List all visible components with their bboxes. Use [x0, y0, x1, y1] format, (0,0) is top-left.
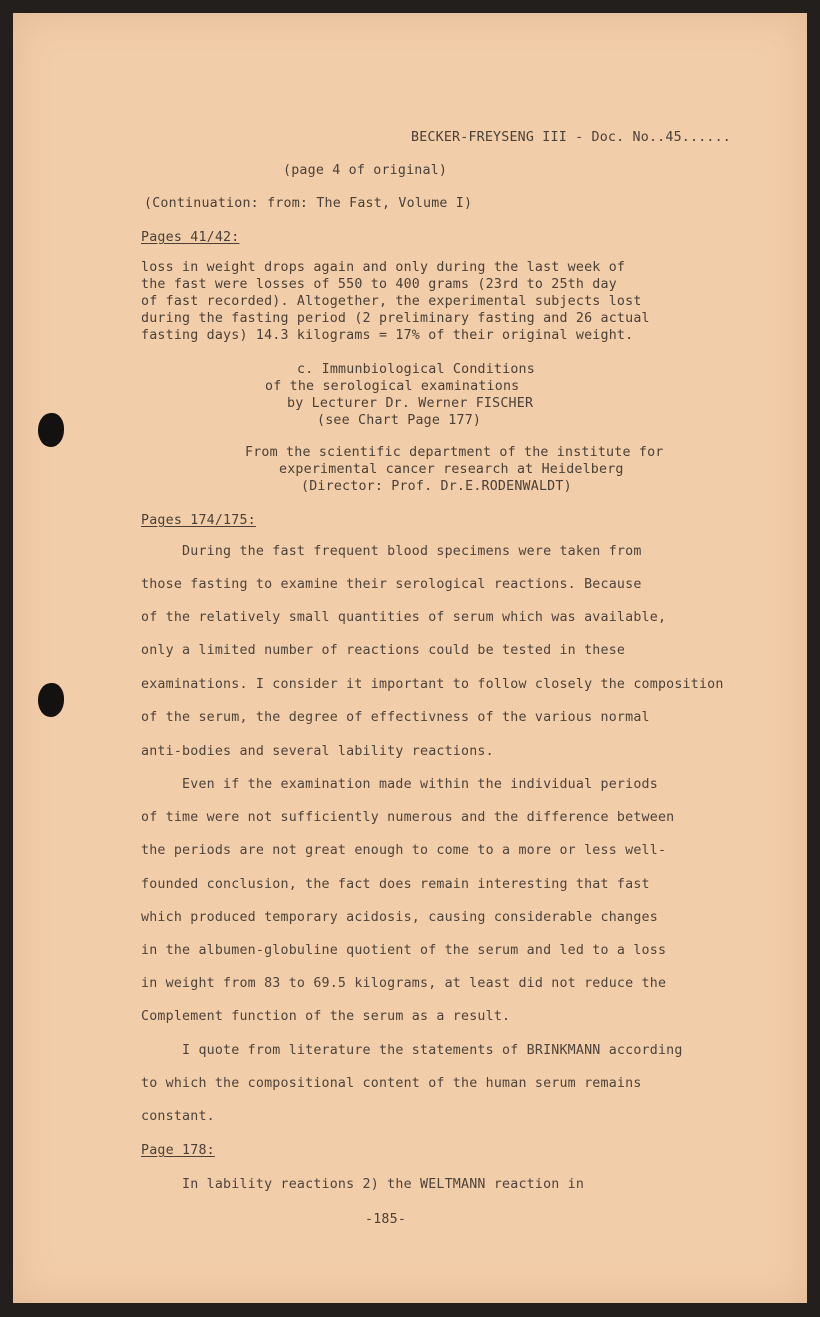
- text-line: to which the compositional content of the human serum remains: [141, 1076, 642, 1091]
- text-line: fasting days) 14.3 kilograms = 17% of their original weight.: [141, 328, 634, 343]
- text-line: constant.: [141, 1109, 215, 1124]
- section-heading-pages-174-175: Pages 174/175:: [141, 513, 256, 528]
- text-line: I quote from literature the statements of BRINKMANN according: [141, 1043, 683, 1058]
- text-line: of time were not sufficiently numerous and the difference between: [141, 810, 675, 825]
- subheading-line: (see Chart Page 177): [317, 413, 482, 428]
- section-heading-pages-41-42: Pages 41/42:: [141, 230, 240, 245]
- text-line: only a limited number of reactions could be tested in these: [141, 643, 626, 658]
- continuation-note: (Continuation: from: The Fast, Volume I): [144, 196, 473, 211]
- subheading-line: by Lecturer Dr. Werner FISCHER: [287, 396, 534, 411]
- text-line: of fast recorded). Altogether, the experimental subjects lost: [141, 294, 642, 309]
- punch-hole-top: [38, 413, 64, 447]
- affiliation-line: experimental cancer research at Heidelberg: [279, 462, 624, 477]
- text-line: anti-bodies and several lability reactions.: [141, 744, 494, 759]
- text-line: During the fast frequent blood specimens were taken from: [141, 544, 642, 559]
- page-of-original: (page 4 of original): [283, 163, 448, 178]
- section-heading-page-178: Page 178:: [141, 1143, 215, 1158]
- text-line: those fasting to examine their serological reactions. Because: [141, 577, 642, 592]
- text-line: the fast were losses of 550 to 400 grams (23rd to 25th day: [141, 277, 617, 292]
- text-line: in the albumen-globuline quotient of the serum and led to a loss: [141, 943, 667, 958]
- subheading-line: of the serological examinations: [265, 379, 520, 394]
- text-line: loss in weight drops again and only during the last week of: [141, 260, 626, 275]
- text-line: of the relatively small quantities of serum which was available,: [141, 610, 667, 625]
- text-line: examinations. I consider it important to follow closely the composition: [141, 677, 724, 692]
- affiliation-line: From the scientific department of the institute for: [245, 445, 664, 460]
- text-line: the periods are not great enough to come to a more or less well-: [141, 843, 667, 858]
- affiliation-line: (Director: Prof. Dr.E.RODENWALDT): [301, 479, 572, 494]
- text-line: In lability reactions 2) the WELTMANN reaction in: [141, 1177, 585, 1192]
- text-line: founded conclusion, the fact does remain interesting that fast: [141, 877, 650, 892]
- text-line: which produced temporary acidosis, causing considerable changes: [141, 910, 658, 925]
- page-number: -185-: [365, 1212, 407, 1227]
- text-line: Complement function of the serum as a result.: [141, 1009, 511, 1024]
- text-line: Even if the examination made within the individual periods: [141, 777, 658, 792]
- document-page: [13, 13, 807, 1303]
- punch-hole-bottom: [38, 683, 64, 717]
- text-line: of the serum, the degree of effectivness of the various normal: [141, 710, 650, 725]
- subheading-line: c. Immunbiological Conditions: [297, 362, 535, 377]
- document-reference: BECKER-FREYSENG III - Doc. No..45......: [411, 130, 732, 145]
- text-line: during the fasting period (2 preliminary fasting and 26 actual: [141, 311, 650, 326]
- text-line: in weight from 83 to 69.5 kilograms, at least did not reduce the: [141, 976, 667, 991]
